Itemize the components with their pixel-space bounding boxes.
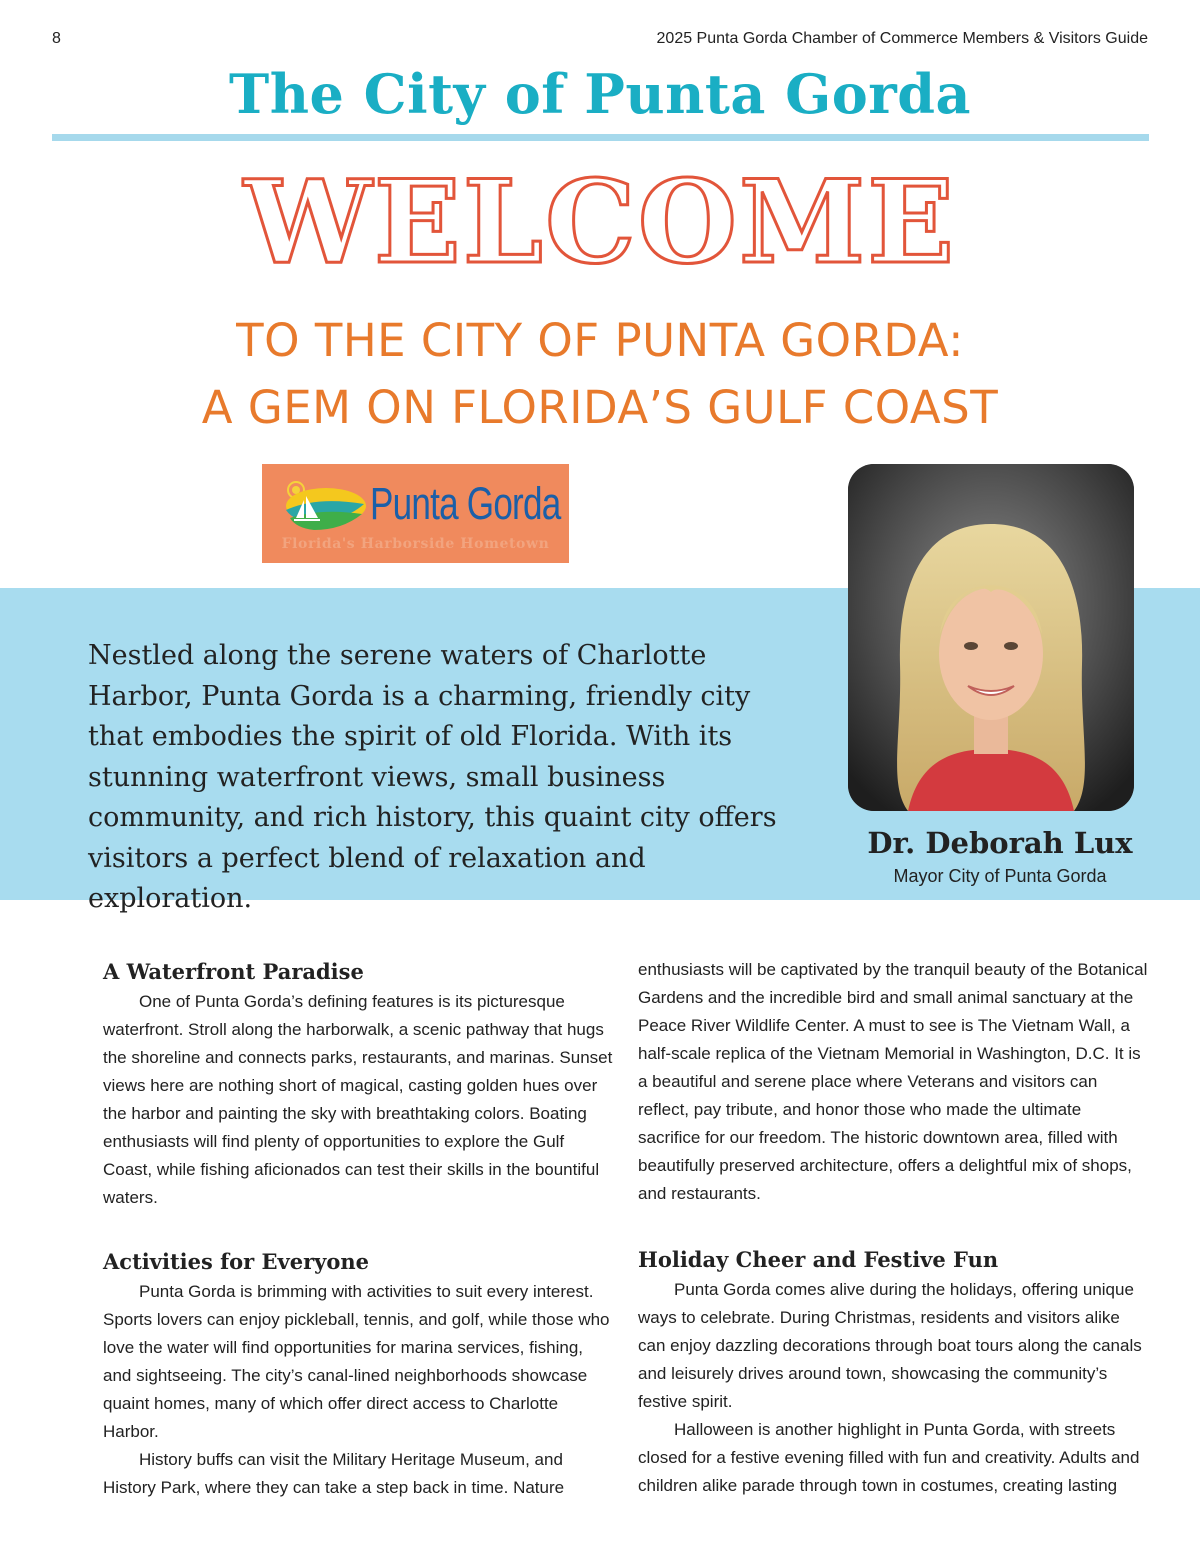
mayor-photo-image xyxy=(848,464,1134,811)
section-paragraph: enthusiasts will be captivated by the tranquil beauty of the Botanical Gardens and the incredible bird and small animal sanctuary at the Peace River Wildlife Center. A must to see is The Vietnam Wall, a half-scale replica of the Vietnam Memorial in Washington, D.C. It is a beautiful and serene place where Veterans and visitors can reflect, pay tribute, and honor those who made the ultimate sacrifice for our freedom. The historic downtown area, filled with beautifully preserved architecture, offers a delightful mix of shops, and restaurants. xyxy=(638,960,1148,1203)
section-holiday xyxy=(638,1246,1148,1500)
title-divider xyxy=(52,134,1149,141)
punta-gorda-logo xyxy=(262,464,569,563)
welcome-heading: WELCOME xyxy=(243,155,957,289)
section-waterfront xyxy=(103,958,613,1212)
section-paragraph: Punta Gorda comes alive during the holidays, offering unique ways to celebrate. During Christmas, residents and visitors alike can enjoy dazzling decorations through boat tours along the canals and leisurely drives around town, showcasing the community’s festive spirit. xyxy=(638,1280,1142,1411)
section-paragraph: Halloween is another highlight in Punta Gorda, with streets closed for a festive evening filled with fun and creativity. Adults and children alike parade through town in costumes, creating lasting xyxy=(638,1420,1140,1495)
logo-tagline: Florida's Harborside Hometown xyxy=(281,536,550,552)
harbor-sunset-icon xyxy=(276,474,368,536)
section-activities xyxy=(103,1248,613,1502)
section-paragraph: One of Punta Gorda’s defining features is its picturesque waterfront. Stroll along the harborwalk, a scenic pathway that hugs the shoreline and connects parks, restaurants, and marinas. Sunset views here are nothing short of magical, casting golden hues over the harbor and painting the sky with breathtaking colors. Boating enthusiasts will find plenty of opportunities to explore the Gulf Coast, while fishing aficionados can test their skills in the bountiful waters. xyxy=(103,992,613,1207)
section-heading: Holiday Cheer and Festive Fun xyxy=(638,1247,999,1272)
mayor-name: Dr. Deborah Lux xyxy=(867,826,1133,860)
logo-name: Punta Gorda xyxy=(370,478,561,529)
section-heading: A Waterfront Paradise xyxy=(103,959,364,984)
mayor-title: Mayor City of Punta Gorda xyxy=(893,866,1107,886)
guide-title: 2025 Punta Gorda Chamber of Commerce Members & Visitors Guide xyxy=(656,30,1148,47)
intro-paragraph: Nestled along the serene waters of Charlotte Harbor, Punta Gorda is a charming, friendly city that embodies the spirit of old Florida. With its stunning waterfront views, small business community, and rich history, this quaint city offers visitors a perfect blend of relaxation and exploration. xyxy=(88,640,777,914)
section-paragraph: History buffs can visit the Military Heritage Museum, and History Park, where they can take a step back in time. Nature xyxy=(103,1450,565,1497)
subtitle-line-2: A GEM ON FLORIDA’S GULF COAST xyxy=(201,381,999,434)
subtitle-line-1: TO THE CITY OF PUNTA GORDA: xyxy=(236,314,964,367)
section-heading: Activities for Everyone xyxy=(103,1249,369,1274)
section-continued xyxy=(638,956,1148,1208)
page-number: 8 xyxy=(52,30,61,47)
mayor-portrait xyxy=(848,464,1134,811)
page-title: The City of Punta Gorda xyxy=(229,62,971,126)
section-paragraph: Punta Gorda is brimming with activities to suit every interest. Sports lovers can enjoy pickleball, tennis, and golf, while those who love the water will find opportunities for marina services, fishing, and sightseeing. The city’s canal-lined neighborhoods showcase quaint homes, many of which offer direct access to Charlotte Harbor. xyxy=(103,1282,610,1441)
